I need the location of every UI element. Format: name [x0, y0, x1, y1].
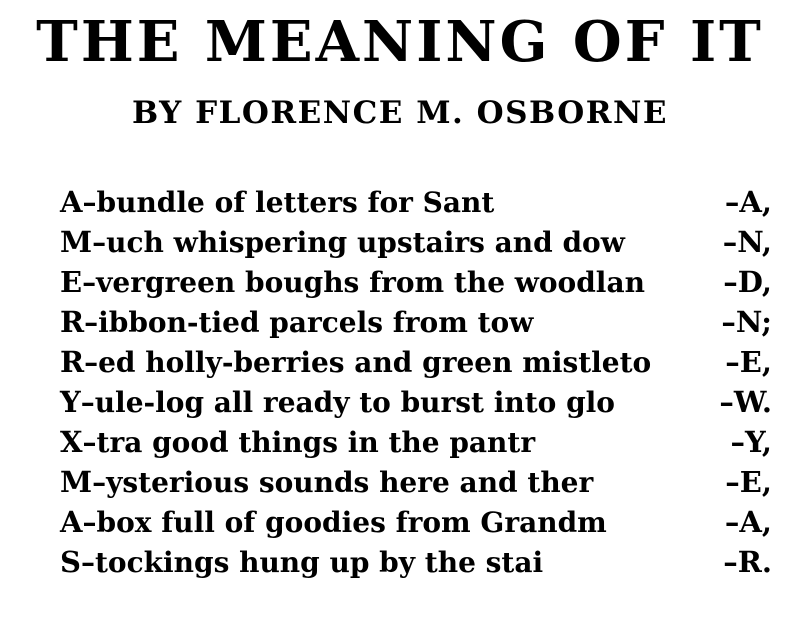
line-tail-letter: –A,: [724, 505, 772, 539]
line-tail-letter: –W.: [719, 385, 772, 419]
line-text: –tockings hung up by the stai: [80, 546, 544, 579]
line-lead-letter: A: [60, 505, 83, 539]
line-lead-letter: A: [60, 185, 83, 219]
line-tail-letter: –R.: [723, 545, 772, 579]
line-lead-letter: E: [60, 265, 83, 299]
author-byline: BY FLORENCE M. OSBORNE: [131, 95, 668, 131]
line-tail-letter: –Y,: [730, 425, 772, 459]
line-text: –box full of goodies from Grandm: [82, 506, 607, 539]
poem-body: [0, 182, 800, 582]
line-text: –ed holly-berries and green mistleto: [84, 346, 652, 379]
line-text: –ule-log all ready to burst into glo: [80, 386, 615, 419]
line-tail-letter: –E,: [725, 345, 772, 379]
poem-line: [0, 302, 800, 342]
line-text: –vergreen boughs from the woodlan: [82, 266, 645, 299]
line-tail-letter: –N,: [722, 225, 772, 259]
poem-line: [0, 462, 800, 502]
line-lead-letter: R: [60, 305, 85, 339]
line-lead-letter: R: [60, 345, 85, 379]
poem-line: [0, 262, 800, 302]
line-tail-letter: –N;: [721, 305, 772, 339]
poem-line: [0, 422, 800, 462]
line-text: –uch whispering upstairs and dow: [92, 226, 625, 259]
line-tail-letter: –D,: [723, 265, 772, 299]
line-lead-letter: X: [60, 425, 83, 459]
line-tail-letter: –A,: [724, 185, 772, 219]
poem-line: [0, 382, 800, 422]
page-title: THE MEANING OF IT: [36, 9, 764, 75]
line-text: –ysterious sounds here and ther: [92, 466, 594, 499]
line-lead-letter: M: [60, 465, 93, 499]
poem-line: [0, 502, 800, 542]
line-tail-letter: –E,: [725, 465, 772, 499]
line-text: –ibbon-tied parcels from tow: [84, 306, 534, 339]
line-lead-letter: Y: [60, 385, 81, 419]
poem-line: [0, 222, 800, 262]
poem-line: [0, 342, 800, 382]
line-lead-letter: S: [60, 545, 81, 579]
line-text: –bundle of letters for Sant: [82, 186, 495, 219]
poem-line: [0, 182, 800, 222]
line-lead-letter: M: [60, 225, 93, 259]
line-text: –tra good things in the pantr: [82, 426, 536, 459]
poem-line: [0, 542, 800, 582]
